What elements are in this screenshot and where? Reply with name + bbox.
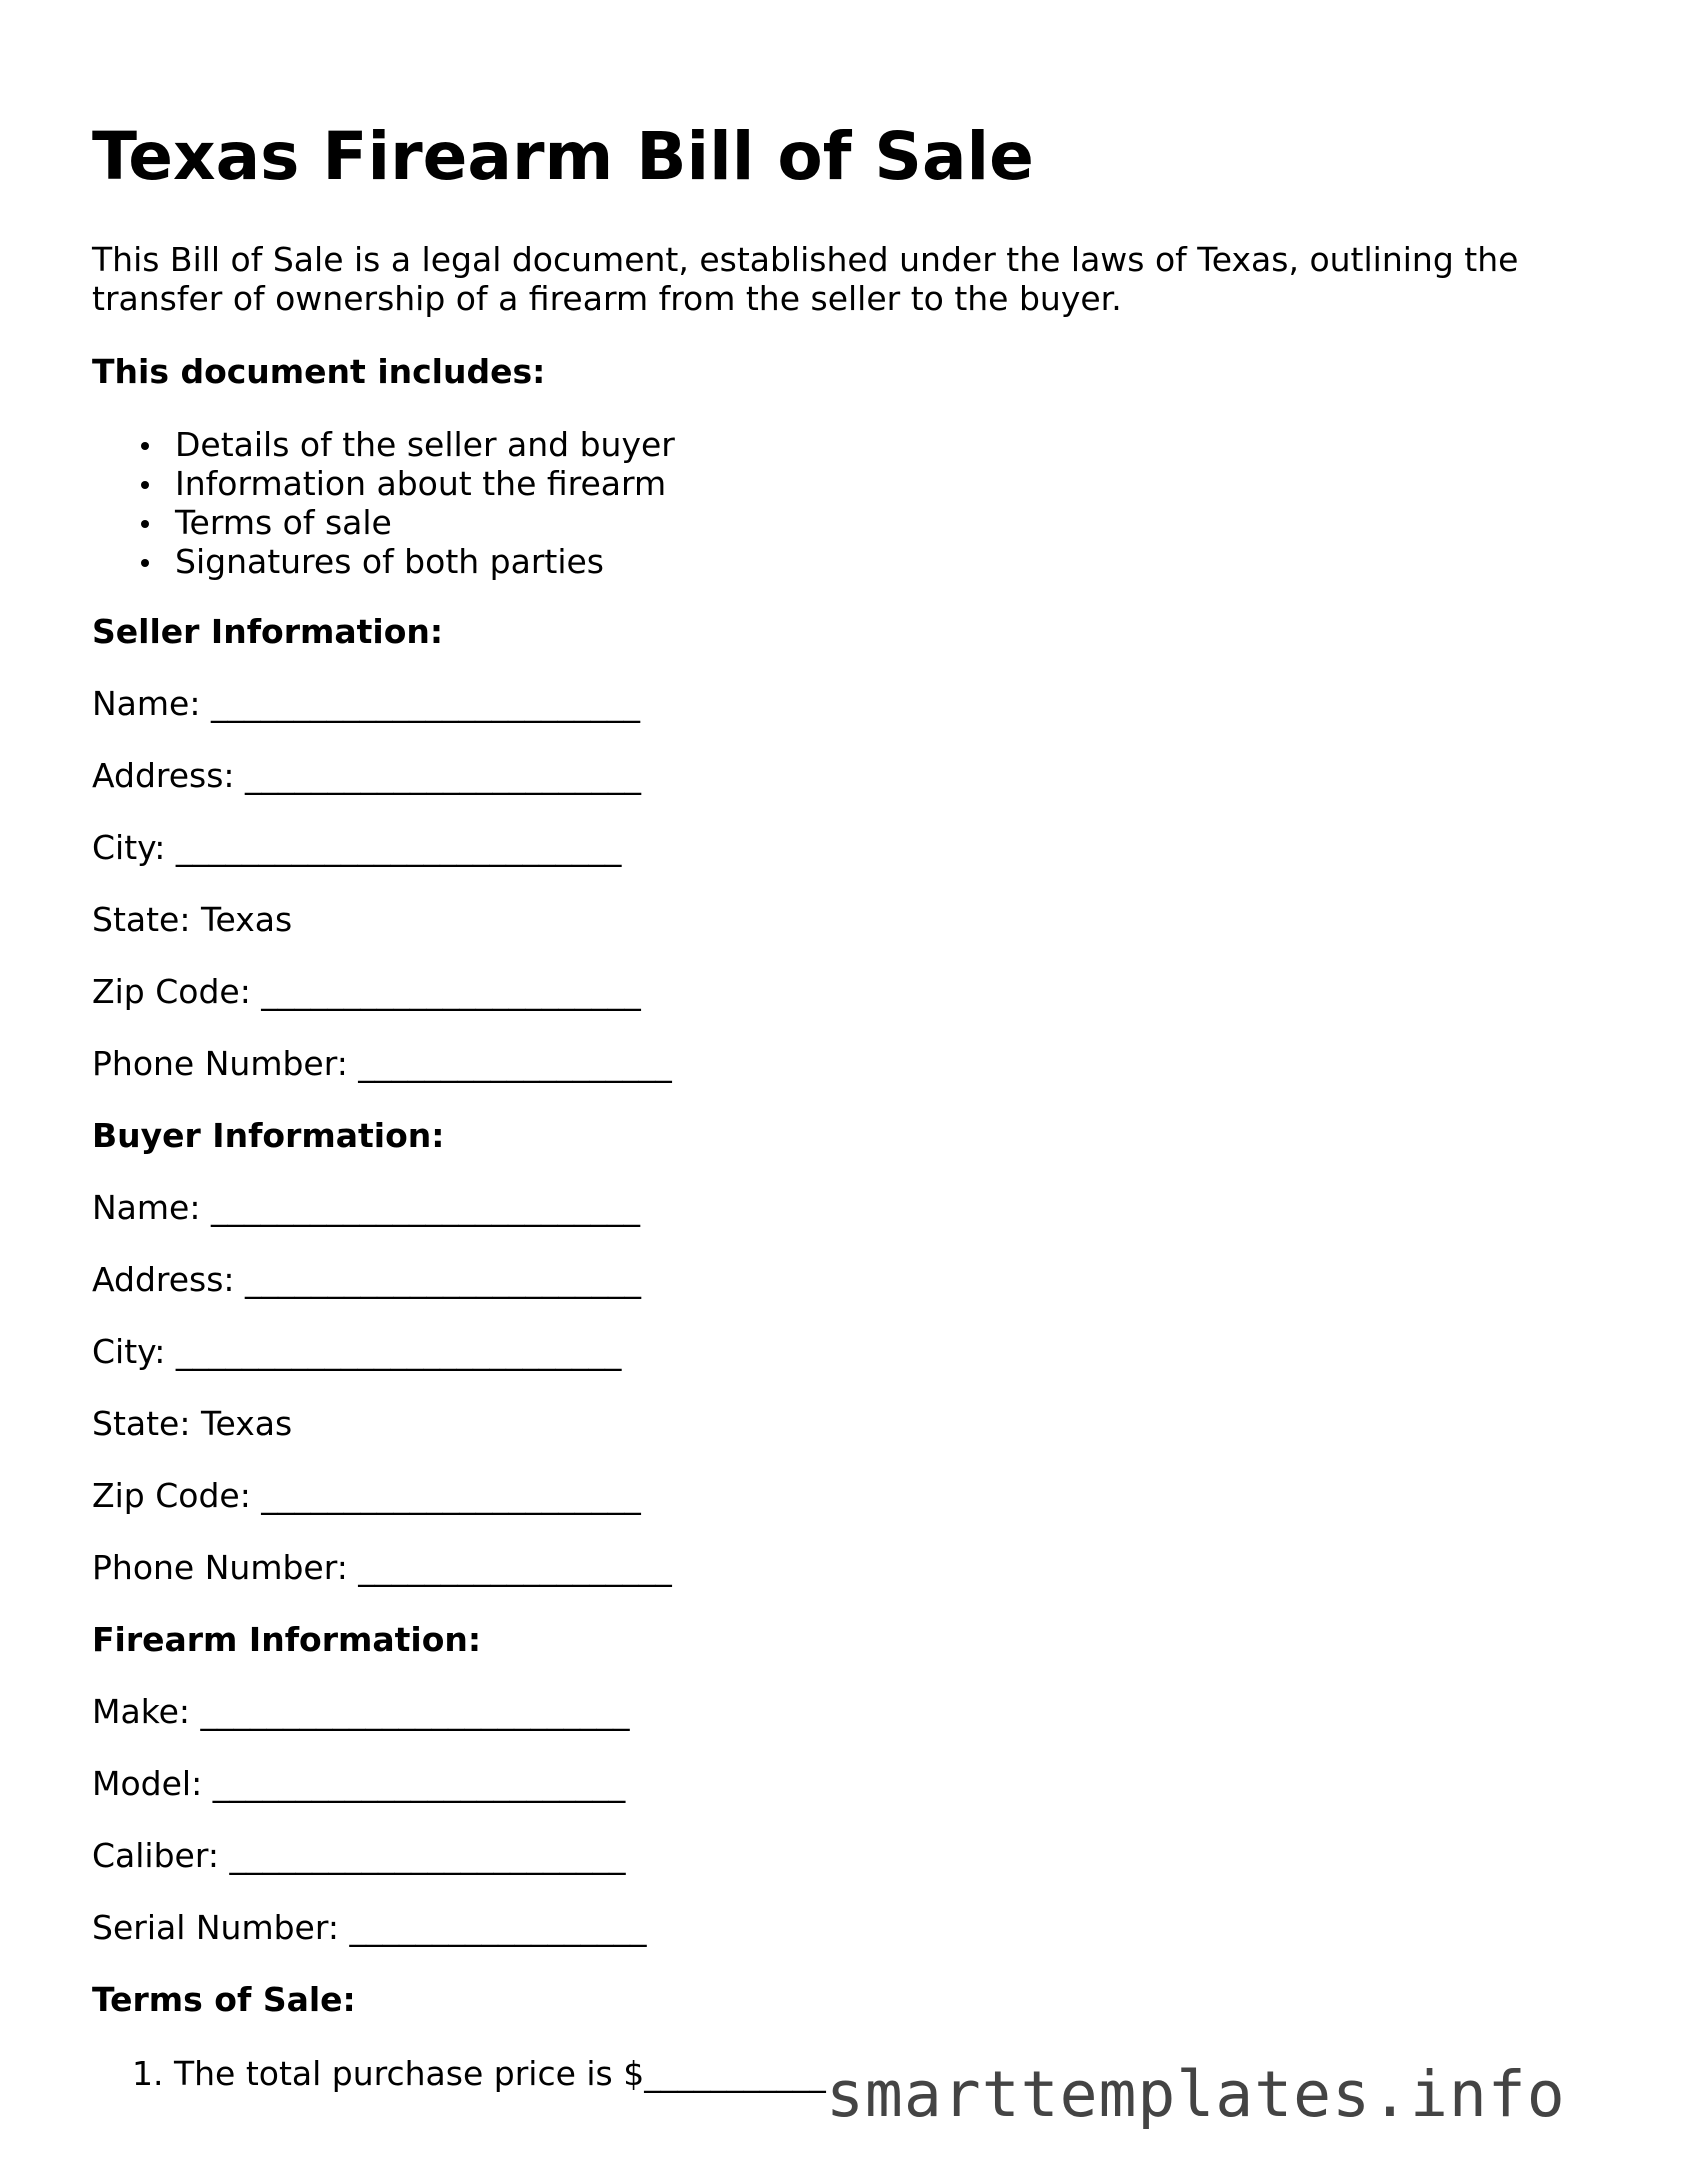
buyer-heading: Buyer Information: [92, 1116, 445, 1155]
seller-heading: Seller Information: [92, 612, 444, 651]
seller-city-field[interactable]: City: ___________________________ [92, 828, 622, 867]
terms-heading: Terms of Sale: [92, 1980, 356, 2019]
seller-zip-field[interactable]: Zip Code: _______________________ [92, 972, 641, 1011]
firearm-heading: Firearm Information: [92, 1620, 482, 1659]
list-item: Information about the firearm [92, 464, 675, 503]
seller-phone-field[interactable]: Phone Number: ___________________ [92, 1044, 672, 1083]
includes-list [92, 425, 675, 581]
bullet-icon [141, 559, 149, 567]
seller-address-field[interactable]: Address: ________________________ [92, 756, 642, 795]
document-title: Texas Firearm Bill of Sale [92, 118, 1034, 195]
seller-name-field[interactable]: Name: __________________________ [92, 684, 640, 723]
firearm-caliber-field[interactable]: Caliber: ________________________ [92, 1836, 626, 1875]
bullet-icon [141, 520, 149, 528]
buyer-city-field[interactable]: City: ___________________________ [92, 1332, 622, 1371]
terms-item-price[interactable]: 1. The total purchase price is $___________ [132, 2054, 826, 2093]
list-item: Details of the seller and buyer [92, 425, 675, 464]
buyer-phone-field[interactable]: Phone Number: ___________________ [92, 1548, 672, 1587]
buyer-zip-field[interactable]: Zip Code: _______________________ [92, 1476, 641, 1515]
firearm-model-field[interactable]: Model: _________________________ [92, 1764, 626, 1803]
firearm-make-field[interactable]: Make: __________________________ [92, 1692, 630, 1731]
list-item: Terms of sale [92, 503, 675, 542]
bullet-icon [141, 481, 149, 489]
list-item: Signatures of both parties [92, 542, 675, 581]
intro-paragraph: This Bill of Sale is a legal document, established under the laws of Texas, outlining the transfer of ownership of a firearm from the seller to the buyer. [92, 240, 1519, 318]
buyer-state: State: Texas [92, 1404, 293, 1443]
watermark: smarttemplates.info [826, 2058, 1566, 2131]
buyer-name-field[interactable]: Name: __________________________ [92, 1188, 640, 1227]
includes-heading: This document includes: [92, 352, 546, 391]
buyer-address-field[interactable]: Address: ________________________ [92, 1260, 642, 1299]
seller-state: State: Texas [92, 900, 293, 939]
bullet-icon [141, 442, 149, 450]
firearm-serial-field[interactable]: Serial Number: __________________ [92, 1908, 647, 1947]
